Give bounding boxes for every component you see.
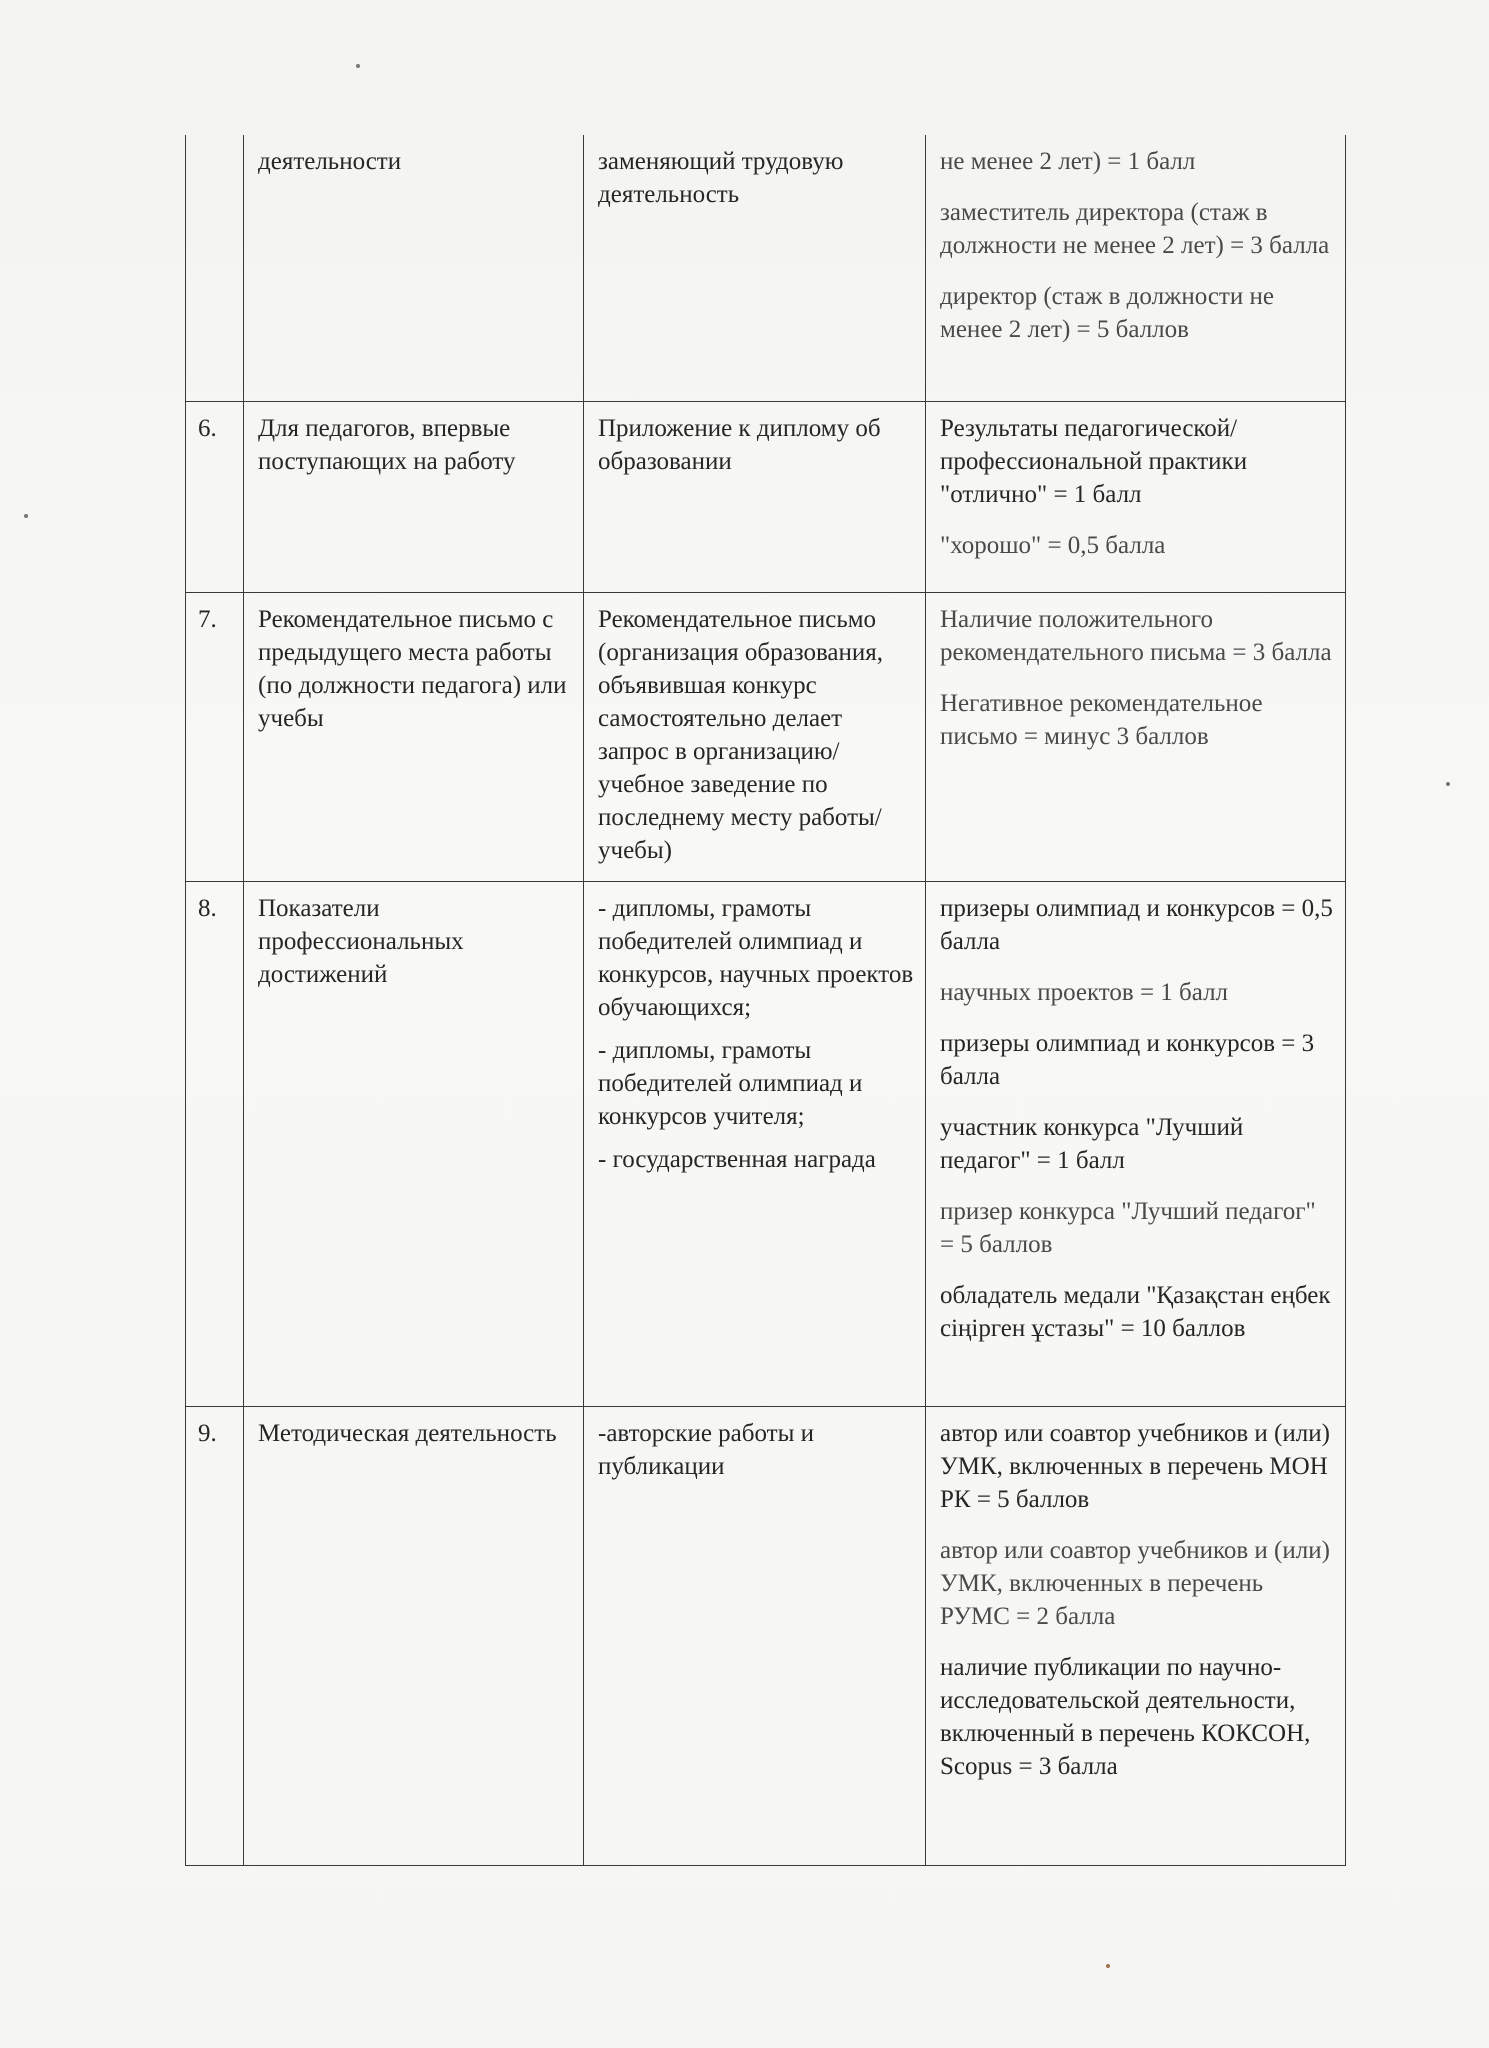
documents-cell <box>584 593 926 882</box>
document-item: - дипломы, грамоты победителей олимпиад и конкурсов учителя; <box>598 1037 863 1130</box>
scores-cell <box>926 882 1346 1407</box>
indicator-cell: Для педагогов, впервые поступающих на работу <box>244 402 584 593</box>
document-item: - дипломы, грамоты победителей олимпиад и конкурсов, научных проектов обучающихся; <box>598 895 914 1021</box>
document-item: -авторские работы и публикации <box>598 1420 815 1480</box>
score-item: призеры олимпиад и конкурсов = 0,5 балла <box>940 895 1333 955</box>
indicator-cell: Рекомендательное письмо с предыдущего места работы (по должности педагога) или учебы <box>244 593 584 882</box>
scores-cell <box>926 402 1346 593</box>
score-item: наличие публикации по научно-исследовательской деятельности, включенный в перечень КОКСОН, Scopus = 3 балла <box>940 1654 1311 1780</box>
table-row <box>186 882 1346 1407</box>
score-item: обладатель медали "Қазақстан еңбек сіңірген ұстазы" = 10 баллов <box>940 1282 1331 1342</box>
indicator-cell: деятельности <box>244 135 584 402</box>
score-item: призеры олимпиад и конкурсов = 3 балла <box>940 1030 1315 1090</box>
score-item: директор (стаж в должности не менее 2 лет) = 5 баллов <box>940 283 1274 343</box>
scan-speck <box>1106 1964 1110 1968</box>
table-row <box>186 135 1346 402</box>
scores-cell <box>926 1407 1346 1866</box>
score-item: Наличие положительного рекомендательного письма = 3 балла <box>940 606 1332 666</box>
row-number: 6. <box>186 402 244 593</box>
document-item: Приложение к диплому об образовании <box>598 415 881 475</box>
indicator-cell: Методическая деятельность <box>244 1407 584 1866</box>
document-item: Рекомендательное письмо (организация образования, объявившая конкурс самостоятельно делает запрос в организацию/учебное заведение по последнему месту работы/учебы) <box>598 606 884 864</box>
criteria-table <box>185 135 1346 1866</box>
score-item: Результаты педагогической/ профессиональной практики "отлично" = 1 балл <box>940 415 1248 508</box>
scan-speck <box>356 64 360 68</box>
table-row <box>186 593 1346 882</box>
documents-cell <box>584 402 926 593</box>
table-row <box>186 1407 1346 1866</box>
scores-cell <box>926 593 1346 882</box>
score-item: автор или соавтор учебников и (или) УМК, включенных в перечень МОН РК = 5 баллов <box>940 1420 1330 1513</box>
scan-speck <box>24 514 28 518</box>
document-item: заменяющий трудовую деятельность <box>598 148 844 208</box>
score-item: "хорошо" = 0,5 балла <box>940 532 1166 559</box>
documents-cell <box>584 1407 926 1866</box>
score-item: научных проектов = 1 балл <box>940 979 1229 1006</box>
row-number: 9. <box>186 1407 244 1866</box>
score-item: не менее 2 лет) = 1 балл <box>940 148 1196 175</box>
score-item: участник конкурса "Лучший педагог" = 1 балл <box>940 1114 1244 1174</box>
row-number: 7. <box>186 593 244 882</box>
scan-speck <box>1446 782 1450 786</box>
documents-cell <box>584 135 926 402</box>
documents-cell <box>584 882 926 1407</box>
score-item: заместитель директора (стаж в должности не менее 2 лет) = 3 балла <box>940 199 1330 259</box>
row-number <box>186 135 244 402</box>
indicator-cell: Показатели профессиональных достижений <box>244 882 584 1407</box>
score-item: Негативное рекомендательное письмо = минус 3 баллов <box>940 690 1263 750</box>
table-row <box>186 402 1346 593</box>
document-item: - государственная награда <box>598 1146 876 1173</box>
scores-cell <box>926 135 1346 402</box>
row-number: 8. <box>186 882 244 1407</box>
score-item: автор или соавтор учебников и (или) УМК, включенных в перечень РУМС = 2 балла <box>940 1537 1330 1630</box>
score-item: призер конкурса "Лучший педагог" = 5 баллов <box>940 1198 1316 1258</box>
